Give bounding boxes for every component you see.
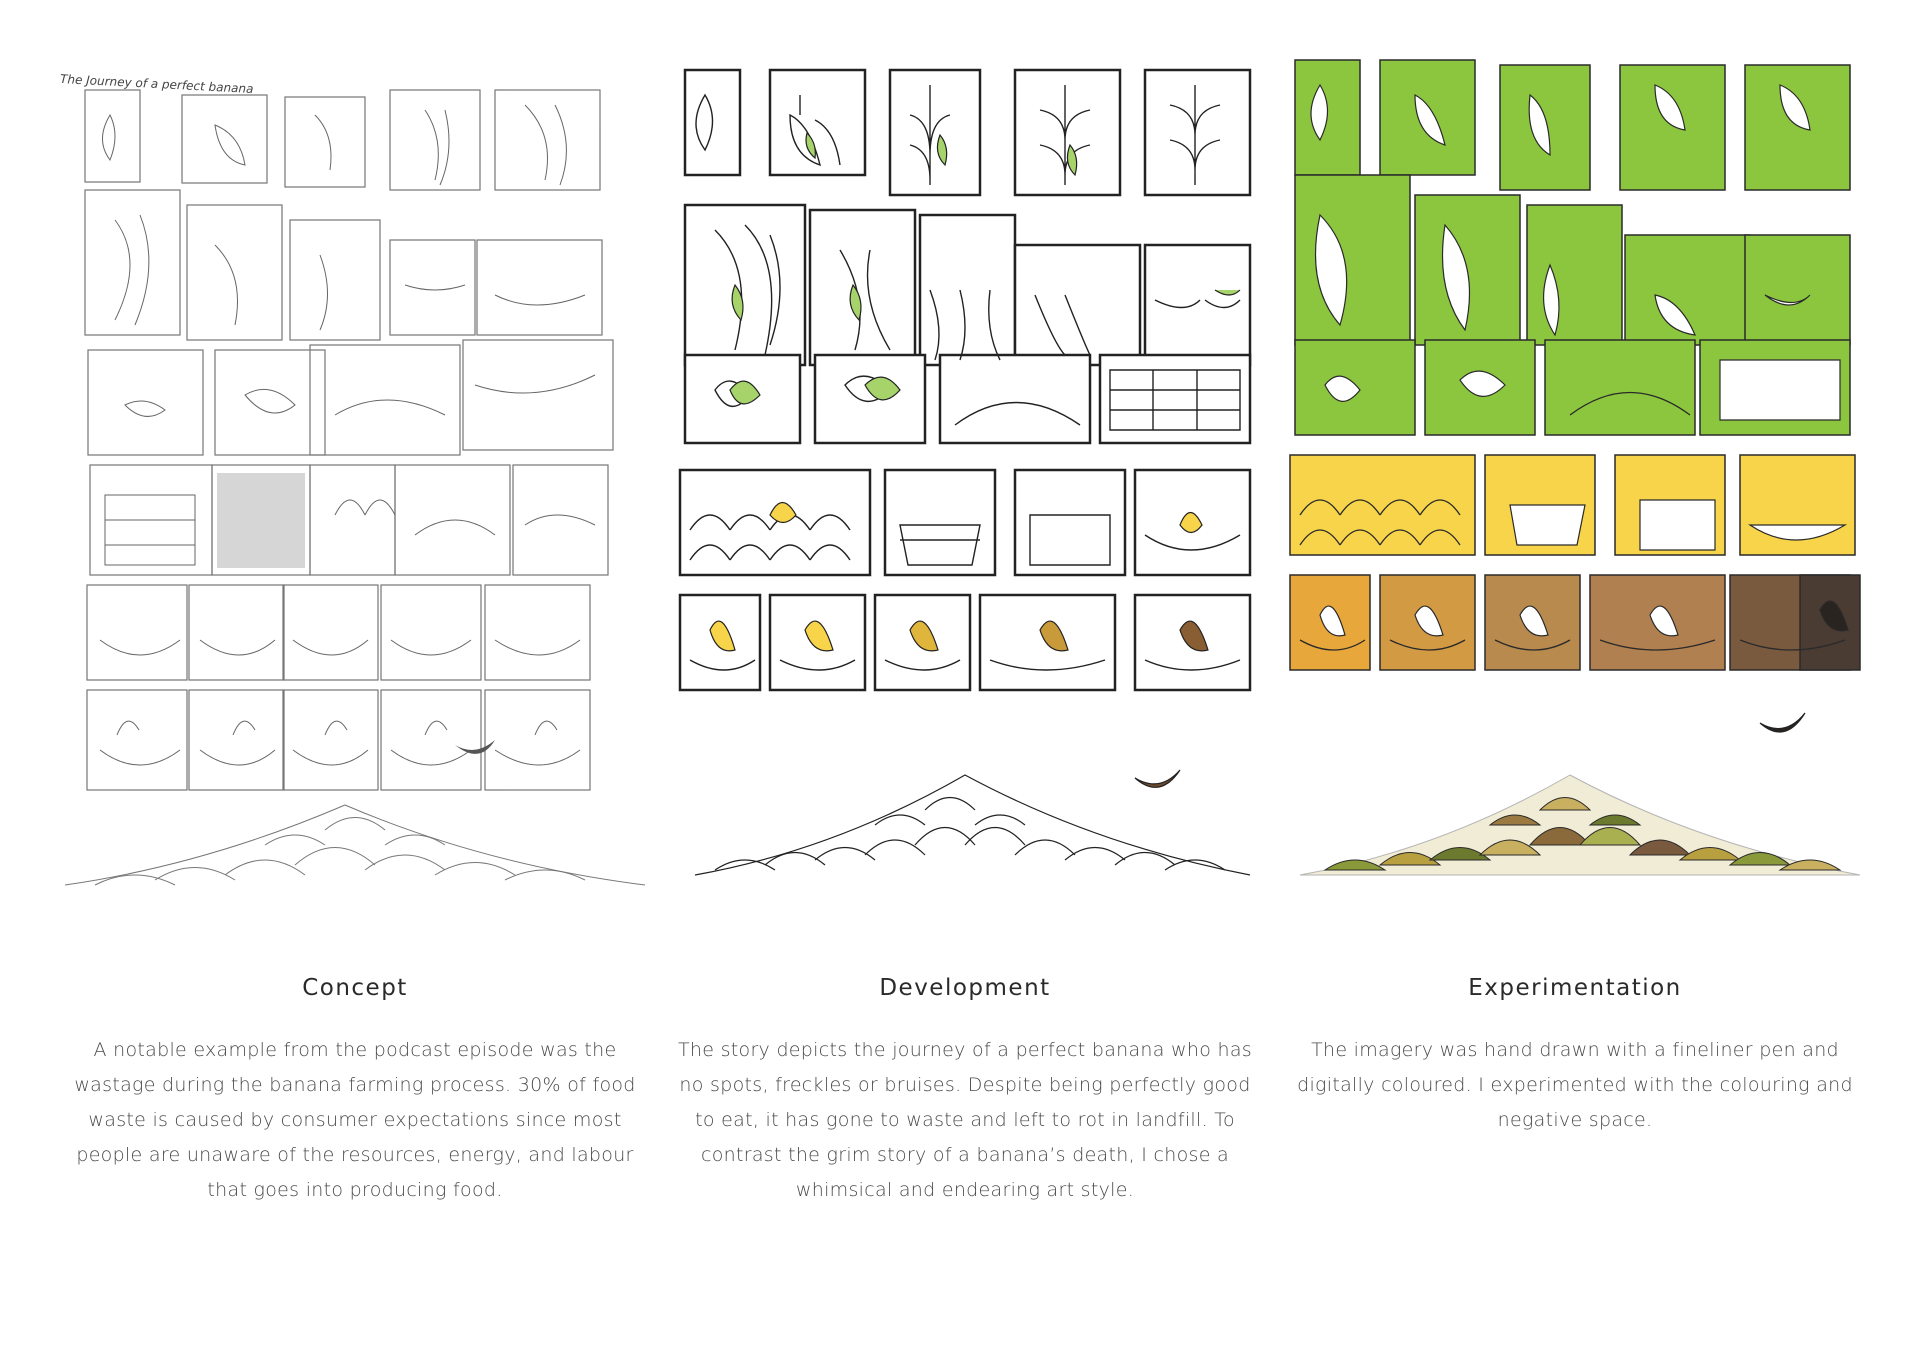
falling-banana — [1135, 770, 1180, 787]
concept-title: Concept — [302, 975, 408, 1001]
concept-storyboard-svg — [65, 55, 645, 915]
development-inked-artwork — [675, 55, 1255, 915]
falling-banana — [455, 740, 495, 754]
concept-column — [59, 55, 645, 1201]
experimentation-colour-artwork — [1285, 55, 1865, 915]
experimentation-storyboard-svg — [1285, 55, 1865, 915]
concept-sketch-artwork — [59, 55, 645, 915]
falling-banana — [1760, 713, 1805, 732]
banana-pile — [65, 805, 645, 885]
experimentation-title: Experimentation — [1468, 975, 1682, 1001]
experimentation-description: The imagery was hand drawn with a fineliner pen and digitally coloured. I experimented with the colouring and negative space. — [1297, 1039, 1853, 1131]
development-column — [675, 55, 1255, 1201]
development-storyboard-svg — [675, 55, 1255, 915]
banana-pile — [695, 775, 1250, 875]
concept-description: A notable example from the podcast episode was the wastage during the banana farming process. 30% of food waste is caused by consumer expectations since most people are unaware of the resources, energy, and labour that goes into producing food. — [74, 1039, 636, 1201]
experimentation-column — [1285, 55, 1865, 1131]
development-description: The story depicts the journey of a perfect banana who has no spots, freckles or bruises. Despite being perfectly good to eat, it has gone to waste and left to rot in landfill. To contrast the grim story of a banana’s death, I chose a whimsical and endearing art style. — [678, 1039, 1252, 1201]
development-title: Development — [879, 975, 1051, 1001]
banana-pile — [1300, 775, 1860, 875]
sketch-handwritten-title: The Journey of a perfect banana — [59, 71, 254, 97]
